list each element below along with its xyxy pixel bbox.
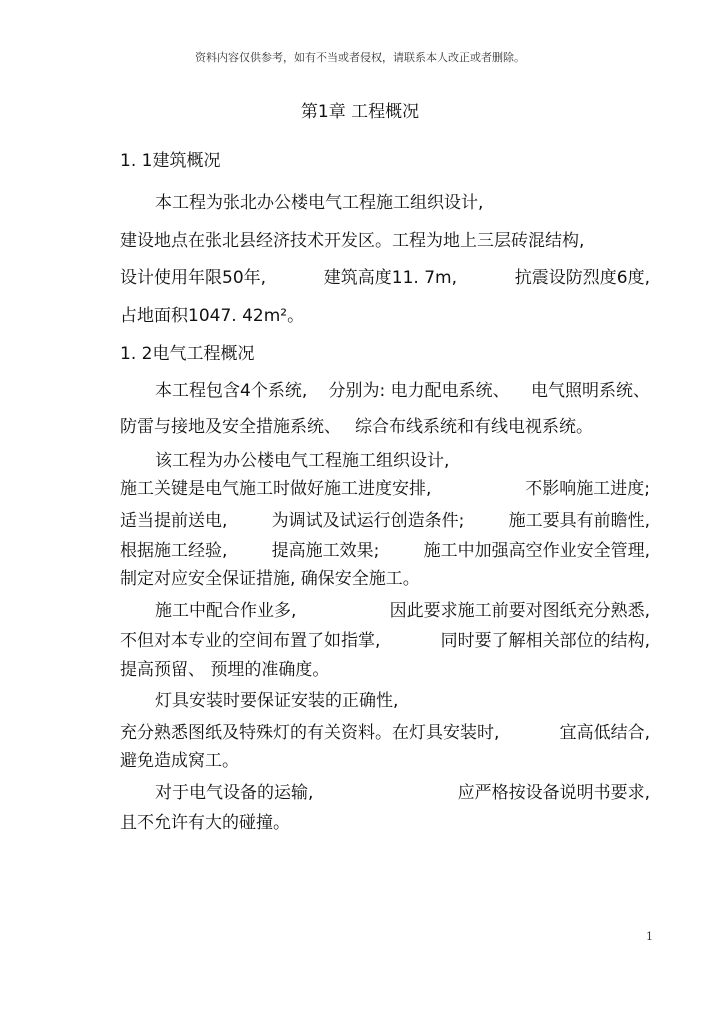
paragraph-line: 充分熟悉图纸及特殊灯的有关资料。在灯具安装时, 宜高低结合, bbox=[120, 723, 650, 743]
section-heading-1-2: 1. 2电气工程概况 bbox=[120, 344, 255, 364]
paragraph-line: 灯具安装时要保证安装的正确性, bbox=[155, 691, 399, 711]
paragraph-line: 防雷与接地及安全措施系统、 综合布线系统和有线电视系统。 bbox=[120, 417, 593, 437]
paragraph-line: 适当提前送电, 为调试及试运行创造条件; 施工要具有前瞻性, bbox=[120, 511, 650, 531]
paragraph-line: 且不允许有大的碰撞。 bbox=[120, 813, 290, 833]
paragraph-line: 建设地点在张北县经济技术开发区。工程为地上三层砖混结构, bbox=[120, 231, 585, 251]
paragraph-line: 不但对本专业的空间布置了如指掌, 同时要了解相关部位的结构, bbox=[120, 631, 650, 651]
paragraph-line: 占地面积1047. 42m²。 bbox=[120, 306, 305, 326]
chapter-title: 第1章 工程概况 bbox=[300, 102, 420, 122]
paragraph-line: 施工关键是电气施工时做好施工进度安排, 不影响施工进度; bbox=[120, 479, 650, 499]
paragraph-line: 提高预留、 预埋的准确度。 bbox=[120, 660, 330, 680]
paragraph-line: 施工中配合作业多, 因此要求施工前要对图纸充分熟悉, bbox=[155, 601, 650, 621]
paragraph-line: 设计使用年限50年, 建筑高度11. 7m, 抗震设防烈度6度, bbox=[120, 268, 650, 288]
page-number: 1 bbox=[646, 930, 653, 943]
paragraph-line: 本工程为张北办公楼电气工程施工组织设计, bbox=[155, 193, 484, 213]
paragraph-line: 避免造成窝工。 bbox=[120, 751, 239, 771]
paragraph-line: 根据施工经验, 提高施工效果; 施工中加强高空作业安全管理, bbox=[120, 541, 650, 561]
paragraph-line: 制定对应安全保证措施, 确保安全施工。 bbox=[120, 569, 420, 589]
section-heading-1-1: 1. 1建筑概况 bbox=[120, 151, 221, 171]
paragraph-line: 本工程包含4个系统, 分别为: 电力配电系统、 电气照明系统、 bbox=[155, 381, 650, 401]
paragraph-line: 该工程为办公楼电气工程施工组织设计, bbox=[155, 451, 450, 471]
header-note: 资料内容仅供参考，如有不当或者侵权，请联系本人改正或者删除。 bbox=[195, 51, 525, 64]
paragraph-line: 对于电气设备的运输, 应严格按设备说明书要求, bbox=[155, 783, 650, 803]
